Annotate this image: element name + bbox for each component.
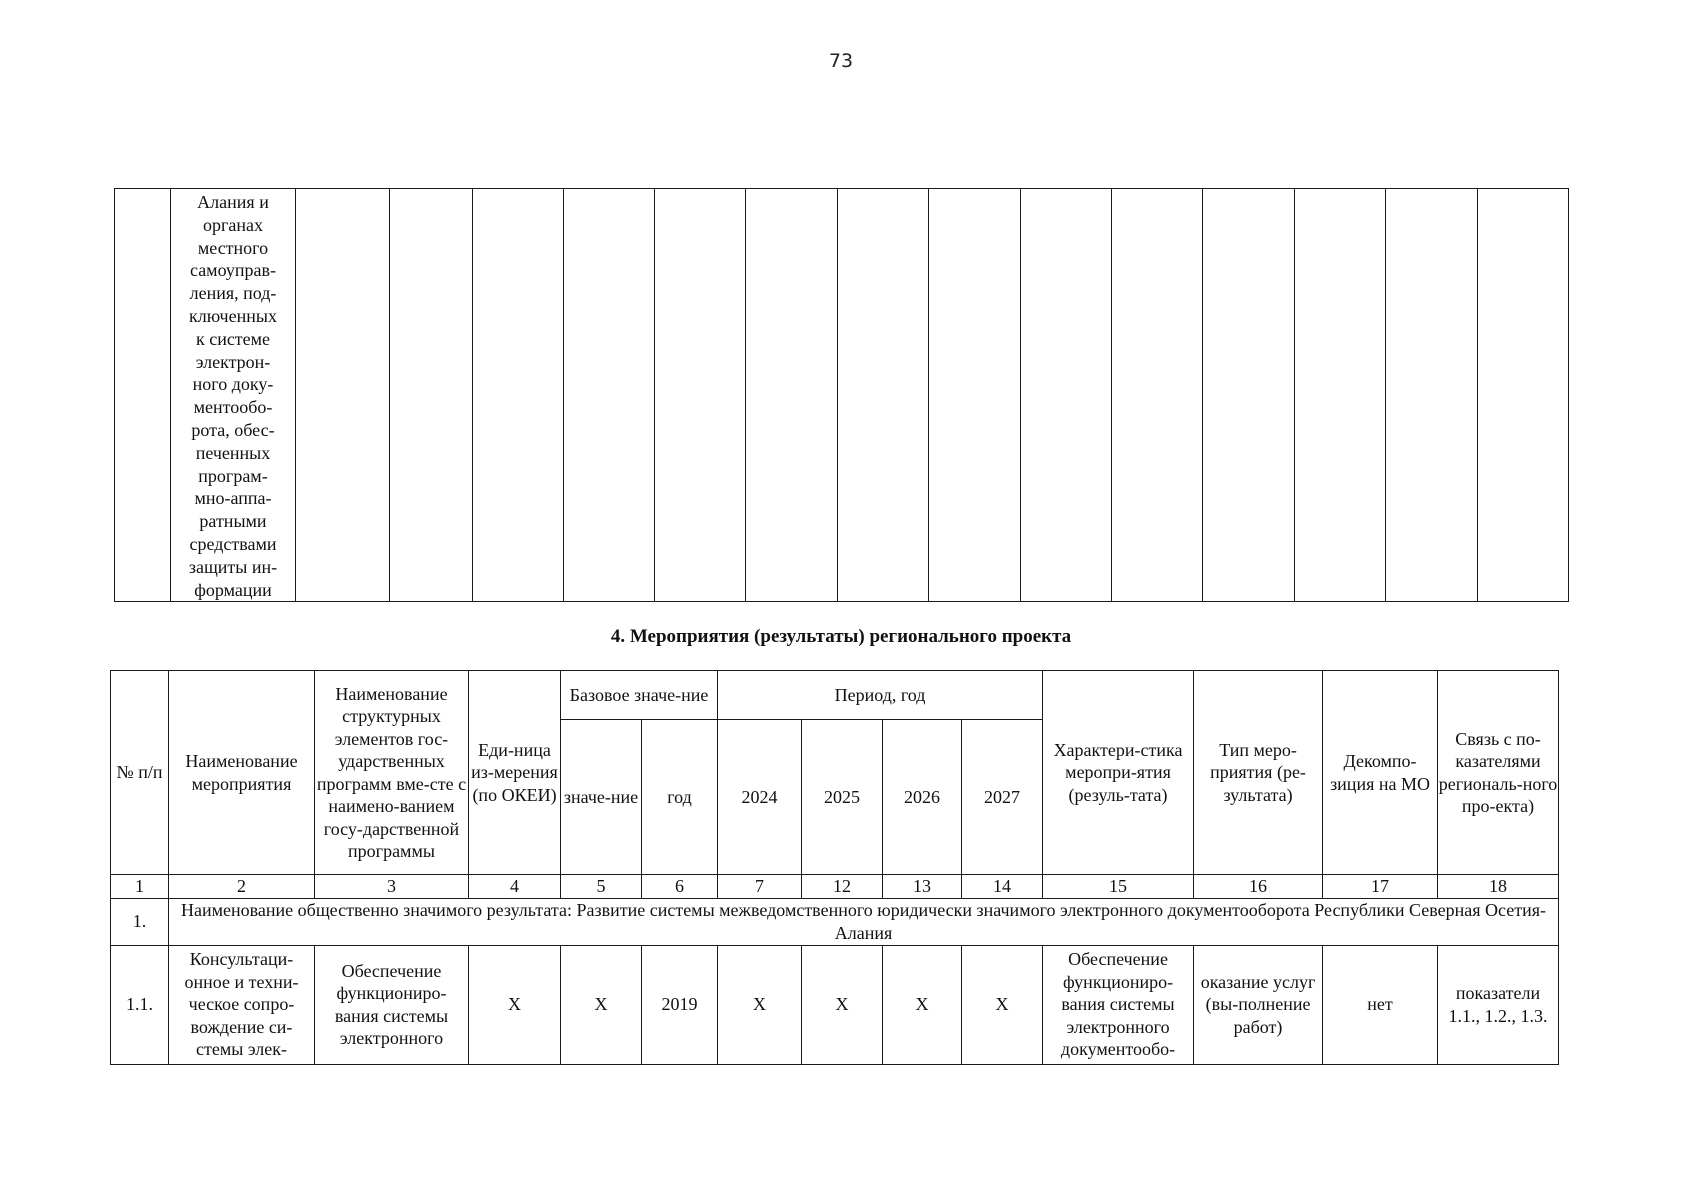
header-year-2026: 2026 [883, 720, 962, 875]
group-title: Наименование общественно значимого результата: Развитие системы межведомственного юридически значимого электронного документооборота Республики Северная Осетия-Алания [169, 898, 1559, 945]
header-link: Связь с по-казателями региональ-ного про-екта) [1438, 671, 1559, 875]
row-year-2025: X [802, 945, 883, 1064]
header-year-2027: 2027 [962, 720, 1043, 875]
row-characteristic-text: Обеспечение функциониро-вания системы электронного документообо- [1060, 949, 1176, 1060]
row-type: оказание услуг (вы-полнение работ) [1194, 945, 1323, 1064]
cell-empty [473, 189, 564, 602]
row-structural [315, 945, 469, 1064]
header-num: № п/п [111, 671, 169, 875]
page-number: 73 [828, 50, 854, 72]
header-base-value: значе-ние [561, 720, 642, 875]
header-characteristic: Характери-стика меропри-ятия (резуль-тата) [1043, 671, 1194, 875]
column-number: 6 [642, 875, 718, 899]
header-base: Базовое значе-ние [561, 671, 718, 720]
header-base-year: год [642, 720, 718, 875]
cell-indicator-name [171, 189, 296, 602]
group-row [111, 898, 1559, 945]
cell-empty [390, 189, 473, 602]
cell-empty [1021, 189, 1112, 602]
cell-empty [746, 189, 838, 602]
row-base-year: 2019 [642, 945, 718, 1064]
row-year-2026: X [883, 945, 962, 1064]
cell-empty [1386, 189, 1478, 602]
header-year-2025: 2025 [802, 720, 883, 875]
row-name-text: Консультаци-онное и техни-ческое сопро-вождение си-стемы элек- [184, 949, 299, 1060]
row-name [169, 945, 315, 1064]
column-number: 1 [111, 875, 169, 899]
column-number: 13 [883, 875, 962, 899]
header-name: Наименование мероприятия [169, 671, 315, 875]
column-number: 15 [1043, 875, 1194, 899]
header-year-2024: 2024 [718, 720, 802, 875]
cell-empty [1295, 189, 1386, 602]
cell-empty [655, 189, 746, 602]
cell-empty [115, 189, 171, 602]
table-row [111, 945, 1559, 1064]
column-number: 4 [469, 875, 561, 899]
activities-table [110, 670, 1559, 1065]
cell-empty [1478, 189, 1569, 602]
column-number: 7 [718, 875, 802, 899]
cell-empty [929, 189, 1021, 602]
row-characteristic [1043, 945, 1194, 1064]
cell-empty [1112, 189, 1203, 602]
column-number: 3 [315, 875, 469, 899]
column-number: 14 [962, 875, 1043, 899]
section-title: 4. Мероприятия (результаты) регионального проекта [610, 626, 1072, 647]
row-structural-text: Обеспечение функциониро-вания системы электронного [334, 960, 449, 1048]
header-type: Тип меро-приятия (ре-зультата) [1194, 671, 1323, 875]
column-number: 12 [802, 875, 883, 899]
row-year-2024: X [718, 945, 802, 1064]
header-structural: Наименование структурных элементов гос-ударственных программ вме-сте с наимено-ванием госу-дарственной программы [315, 671, 469, 875]
cell-empty [1203, 189, 1295, 602]
row-year-2027: X [962, 945, 1043, 1064]
group-num: 1. [111, 898, 169, 945]
header-decomposition: Декомпо-зиция на МО [1323, 671, 1438, 875]
column-number: 2 [169, 875, 315, 899]
column-number: 5 [561, 875, 642, 899]
header-period: Период, год [718, 671, 1043, 720]
row-base-value: X [561, 945, 642, 1064]
column-number: 17 [1323, 875, 1438, 899]
row-num: 1.1. [111, 945, 169, 1064]
column-number: 18 [1438, 875, 1559, 899]
continuation-table [114, 188, 1569, 602]
column-number: 16 [1194, 875, 1323, 899]
header-row [111, 671, 1559, 720]
cell-empty [838, 189, 929, 602]
row-link: показатели 1.1., 1.2., 1.3. [1438, 945, 1559, 1064]
row-unit: X [469, 945, 561, 1064]
header-unit: Еди-ница из-мерения (по ОКЕИ) [469, 671, 561, 875]
indicator-name-lines: Алания и органах местного самоуправ- ления, под- ключенных к системе электрон- ного доку- ментообо- рота, обес- печенных програм- мно-аппа- ратными средствами защиты ин- формации [188, 192, 278, 600]
cell-empty [296, 189, 390, 602]
row-decomposition: нет [1323, 945, 1438, 1064]
cell-empty [564, 189, 655, 602]
column-number-row [111, 875, 1559, 899]
